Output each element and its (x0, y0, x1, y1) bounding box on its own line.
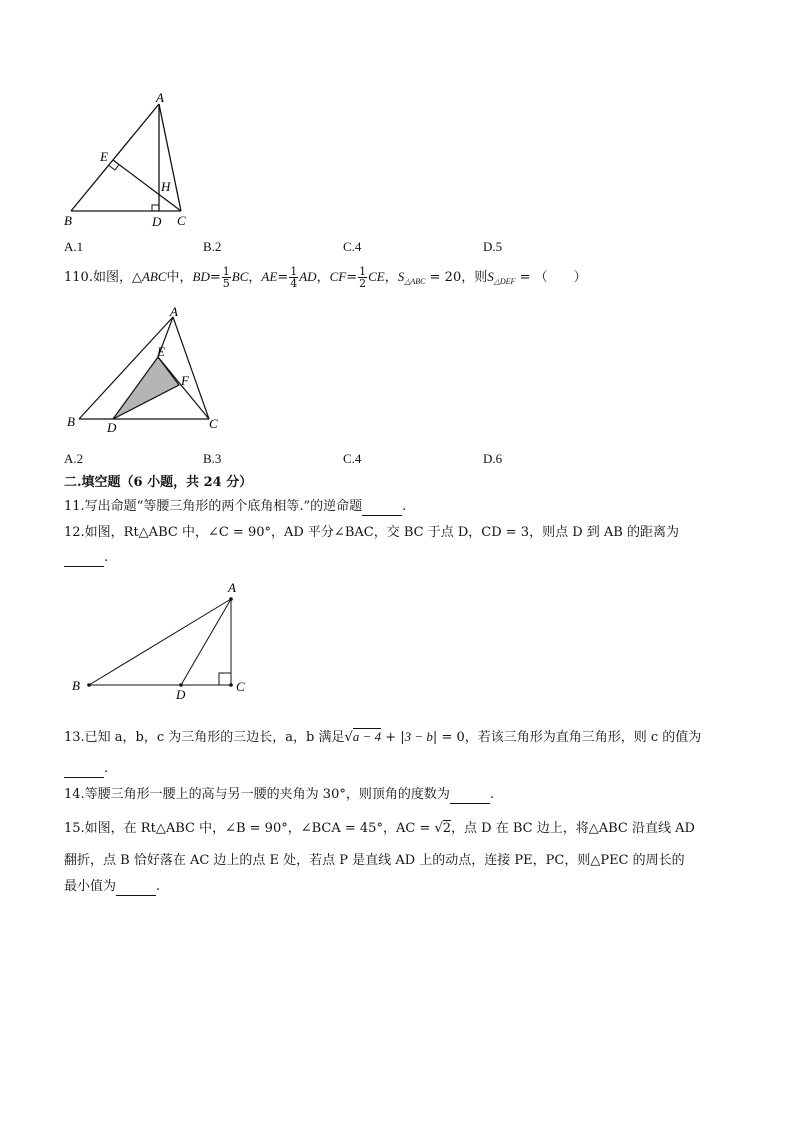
fig3-label-d: D (176, 687, 186, 700)
section-fill-in-heading: 二.填空题（6 小题，共 24 分） (64, 475, 253, 490)
option-d-q9: D.5 (483, 239, 503, 254)
fig2-label-b: B (67, 414, 75, 429)
figure-triangle-abc-altitudes (60, 90, 200, 230)
option-c-q9: C.4 (343, 239, 362, 254)
answer-blank-14[interactable] (450, 789, 490, 804)
question-15-line2: 翻折，点 B 恰好落在 AC 边上的点 E 处，若点 P 是直线 AD 上的动点，连接 PE，PC，则△PEC 的周长的 (64, 853, 685, 868)
fig2-label-d: D (107, 420, 117, 435)
fig3-label-c: C (236, 679, 245, 694)
fig1-label-b: B (64, 213, 72, 228)
option-c-q110: C.4 (343, 451, 362, 466)
answer-blank-15[interactable] (116, 881, 156, 896)
fig2-label-c: C (209, 416, 218, 431)
figure-right-triangle-abc (60, 575, 260, 700)
option-a-q9: A.1 (64, 239, 84, 254)
fig1-label-e: E (100, 149, 108, 164)
option-d-q110: D.6 (483, 451, 503, 466)
option-b-q110: B.3 (203, 451, 222, 466)
fig1-label-d: D (152, 214, 162, 229)
question-13-blank-line: . (64, 760, 108, 778)
answer-blank-11[interactable] (362, 501, 402, 516)
option-b-q9: B.2 (203, 239, 222, 254)
fig2-label-a: A (170, 305, 178, 319)
fig3-label-b: B (72, 678, 80, 693)
answer-blank-12[interactable] (64, 552, 104, 567)
question-14: 14.等腰三角形一腰上的高与另一腰的夹角为 30°，则顶角的度数为 . (64, 787, 494, 802)
question-12: 12.如图，Rt△ABC 中，∠C = 90°，AD 平分∠BAC，交 BC 于点 D，CD = 3，则点 D 到 AB 的距离为 (64, 525, 679, 540)
fig2-label-e: E (157, 344, 165, 359)
question-13: 13.已知 a，b，c 为三角形的三边长，a，b 满足√a − 4 + |3 − b| = 0，若该三角形为直角三角形，则 c 的值为 (64, 729, 702, 745)
answer-blank-13[interactable] (64, 763, 104, 778)
question-15-line3: 最小值为 . (64, 879, 161, 894)
figure-triangle-def-shaded (60, 305, 230, 440)
fig3-label-a: A (228, 580, 236, 595)
question-15-line1: 15.如图，在 Rt△ABC 中，∠B = 90°，∠BCA = 45°，AC = √2，点 D 在 BC 边上，将△ABC 沿直线 AD (64, 821, 695, 836)
fig2-label-f: F (181, 373, 189, 388)
fig1-label-c: C (177, 213, 186, 228)
question-110: 110.如图，△ABC中，BD= $\frac{1}{5}$ BC，AE= $\frac{1}{4}$ AD，CF= $\frac{1}{2}$ CE，$S_{\triangle ABC} = 20$，则$S_{\triangle DEF}$ = （ ） (64, 265, 587, 290)
option-a-q110: A.2 (64, 451, 84, 466)
question-12-blank-line: . (64, 549, 108, 567)
fig1-label-a: A (156, 90, 164, 105)
fig1-label-h: H (161, 179, 171, 194)
question-11: 11.写出命题“等腰三角形的两个底角相等.”的逆命题 . (64, 499, 407, 514)
